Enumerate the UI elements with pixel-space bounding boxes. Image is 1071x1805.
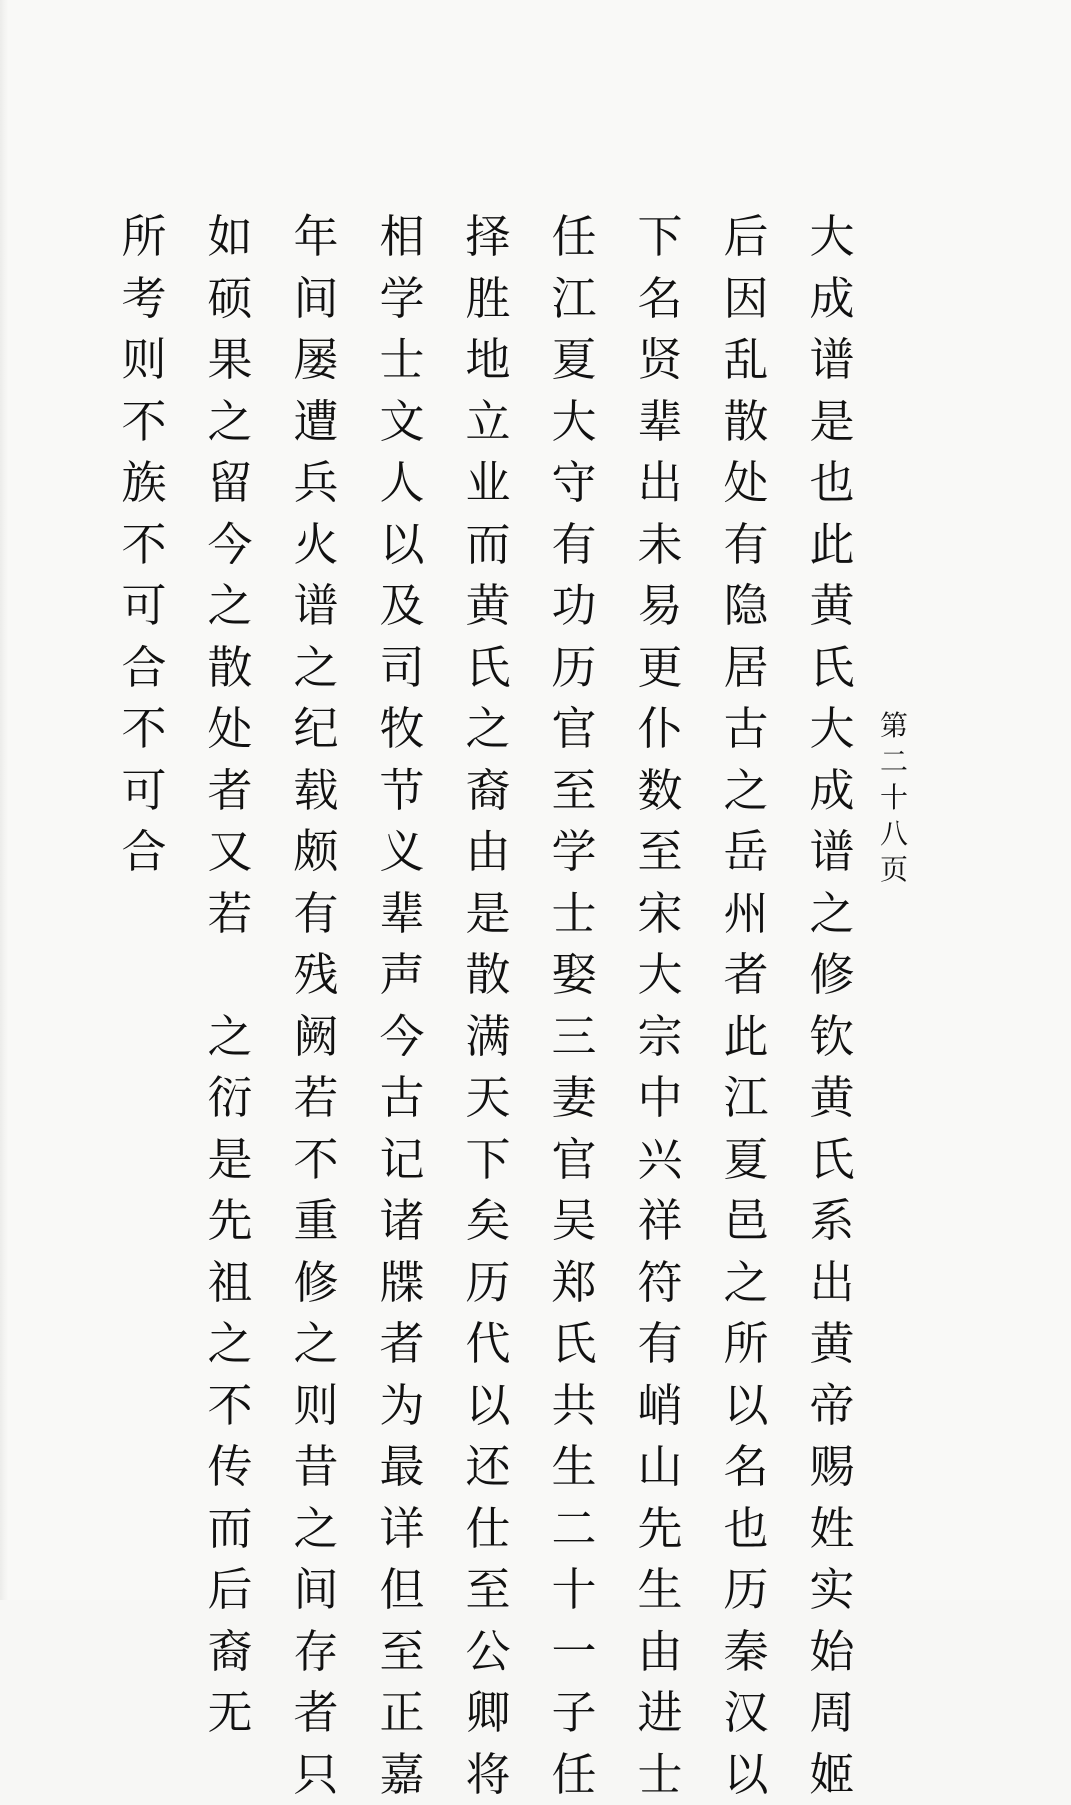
- character: 之: [288, 1313, 344, 1375]
- column-text: [632, 206, 688, 1805]
- character: 氏: [804, 637, 860, 699]
- column-text: [718, 206, 774, 1805]
- character: 兴: [632, 1129, 688, 1191]
- character: 无: [202, 1682, 258, 1744]
- character: 合: [116, 821, 172, 883]
- character: 系: [804, 1190, 860, 1252]
- character: 天: [460, 1067, 516, 1129]
- character: 共: [546, 1375, 602, 1437]
- character: 二: [546, 1498, 602, 1560]
- character: 钦: [804, 1006, 860, 1068]
- character: 传: [202, 1436, 258, 1498]
- character: 以: [460, 1375, 516, 1437]
- character: 还: [460, 1436, 516, 1498]
- character: 进: [632, 1682, 688, 1744]
- character: 学: [374, 268, 430, 330]
- character: 是: [804, 391, 860, 453]
- character: 祥: [632, 1190, 688, 1252]
- character: 但: [374, 1559, 430, 1621]
- character: 者: [374, 1313, 430, 1375]
- character: 后: [202, 1559, 258, 1621]
- character: 不: [116, 391, 172, 453]
- character: 有: [288, 883, 344, 945]
- character: 姬: [804, 1744, 860, 1805]
- character: 有: [632, 1313, 688, 1375]
- character: 赐: [804, 1436, 860, 1498]
- character: 氏: [460, 637, 516, 699]
- character: 以: [718, 1375, 774, 1437]
- character: 贤: [632, 329, 688, 391]
- character: 郑: [546, 1252, 602, 1314]
- character: 散: [718, 391, 774, 453]
- character: 可: [116, 575, 172, 637]
- character: 昔: [288, 1436, 344, 1498]
- character: 之: [202, 391, 258, 453]
- character: 详: [374, 1498, 430, 1560]
- character: 颇: [288, 821, 344, 883]
- character: 夏: [546, 329, 602, 391]
- character: 硕: [202, 268, 258, 330]
- character: 符: [632, 1252, 688, 1314]
- character: 下: [460, 1129, 516, 1191]
- character: 散: [460, 944, 516, 1006]
- character: 宗: [632, 1006, 688, 1068]
- column-text: [202, 206, 258, 944]
- character: 之: [460, 698, 516, 760]
- column-text: [116, 206, 172, 883]
- character: 若: [202, 883, 258, 945]
- character: 载: [288, 760, 344, 822]
- character: 学: [546, 821, 602, 883]
- character: 黄: [804, 1313, 860, 1375]
- character: 之: [288, 637, 344, 699]
- character: 公: [460, 1621, 516, 1683]
- character: 先: [632, 1498, 688, 1560]
- character: 乱: [718, 329, 774, 391]
- character: 者: [288, 1682, 344, 1744]
- character: 今: [202, 514, 258, 576]
- character: 是: [460, 883, 516, 945]
- character: 为: [374, 1375, 430, 1437]
- character: 成: [804, 268, 860, 330]
- character: 十: [546, 1559, 602, 1621]
- character: 岳: [718, 821, 774, 883]
- character: 历: [460, 1252, 516, 1314]
- character: 辈: [632, 391, 688, 453]
- character: 及: [374, 575, 430, 637]
- character: 诸: [374, 1190, 430, 1252]
- character: 之: [202, 1006, 258, 1068]
- character: 牒: [374, 1252, 430, 1314]
- character: 屡: [288, 329, 344, 391]
- character: 裔: [460, 760, 516, 822]
- character: 之: [288, 1498, 344, 1560]
- character: 司: [374, 637, 430, 699]
- character: 裔: [202, 1621, 258, 1683]
- character: 氏: [546, 1313, 602, 1375]
- character: 修: [288, 1252, 344, 1314]
- character: 大: [546, 391, 602, 453]
- character: 散: [202, 637, 258, 699]
- text-column: [374, 206, 430, 1805]
- character: 至: [632, 821, 688, 883]
- character: 最: [374, 1436, 430, 1498]
- character: 邑: [718, 1190, 774, 1252]
- page-number-char: 二: [874, 744, 914, 780]
- character: 名: [632, 268, 688, 330]
- character: 之: [718, 760, 774, 822]
- character: 更: [632, 637, 688, 699]
- character: 江: [718, 1067, 774, 1129]
- text-column: [804, 206, 860, 1805]
- character: 三: [546, 1006, 602, 1068]
- page-number-char: 八: [874, 816, 914, 852]
- character: 之: [804, 883, 860, 945]
- character: 任: [546, 1744, 602, 1805]
- text-column: [288, 206, 344, 1805]
- character: 名: [718, 1436, 774, 1498]
- character: 由: [632, 1621, 688, 1683]
- character: 隐: [718, 575, 774, 637]
- character: 之: [202, 1313, 258, 1375]
- character: 大: [804, 206, 860, 268]
- character: 秦: [718, 1621, 774, 1683]
- character: 州: [718, 883, 774, 945]
- page-number-char: 页: [874, 852, 914, 888]
- character: 者: [718, 944, 774, 1006]
- character: 至: [374, 1621, 430, 1683]
- character: 至: [460, 1559, 516, 1621]
- character: 帝: [804, 1375, 860, 1437]
- character: 官: [546, 1129, 602, 1191]
- character: 任: [546, 206, 602, 268]
- character: 合: [116, 637, 172, 699]
- page-edge: [0, 0, 8, 1600]
- column-text: [202, 1006, 258, 1744]
- character: 间: [288, 268, 344, 330]
- character: 卿: [460, 1682, 516, 1744]
- page-number-char: 十: [874, 780, 914, 816]
- character: 因: [718, 268, 774, 330]
- character: 谱: [804, 329, 860, 391]
- character: 以: [718, 1744, 774, 1805]
- character: 牧: [374, 698, 430, 760]
- character: 不: [288, 1129, 344, 1191]
- character: 古: [718, 698, 774, 760]
- character: 而: [460, 514, 516, 576]
- character: 成: [804, 760, 860, 822]
- character: 重: [288, 1190, 344, 1252]
- character: 未: [632, 514, 688, 576]
- character: 后: [718, 206, 774, 268]
- character: 周: [804, 1682, 860, 1744]
- character: 氏: [804, 1129, 860, 1191]
- text-column: [202, 206, 258, 1744]
- character: 正: [374, 1682, 430, 1744]
- character: 火: [288, 514, 344, 576]
- character: 黄: [804, 1067, 860, 1129]
- character: 谱: [804, 821, 860, 883]
- character: 江: [546, 268, 602, 330]
- character: 士: [546, 883, 602, 945]
- character: 间: [288, 1559, 344, 1621]
- character: 有: [546, 514, 602, 576]
- character: 年: [288, 206, 344, 268]
- character: 历: [546, 637, 602, 699]
- character: 择: [460, 206, 516, 268]
- character: 山: [632, 1436, 688, 1498]
- character: 辈: [374, 883, 430, 945]
- character: 可: [116, 760, 172, 822]
- column-text: [804, 206, 860, 1805]
- character: 大: [804, 698, 860, 760]
- page-number-char: 第: [874, 708, 914, 744]
- character: 峭: [632, 1375, 688, 1437]
- character: 出: [632, 452, 688, 514]
- character: 出: [804, 1252, 860, 1314]
- character: 义: [374, 821, 430, 883]
- character: 汉: [718, 1682, 774, 1744]
- character: 始: [804, 1621, 860, 1683]
- character: 声: [374, 944, 430, 1006]
- character: 果: [202, 329, 258, 391]
- character: 所: [718, 1313, 774, 1375]
- character: 实: [804, 1559, 860, 1621]
- character: 夏: [718, 1129, 774, 1191]
- character: 纪: [288, 698, 344, 760]
- character: 吴: [546, 1190, 602, 1252]
- column-text: [374, 206, 430, 1805]
- character: 官: [546, 698, 602, 760]
- character: 黄: [804, 575, 860, 637]
- character: 宋: [632, 883, 688, 945]
- character: 是: [202, 1129, 258, 1191]
- column-text: [546, 206, 602, 1805]
- character: 祖: [202, 1252, 258, 1314]
- character: 之: [202, 575, 258, 637]
- character: 满: [460, 1006, 516, 1068]
- character: 所: [116, 206, 172, 268]
- character: 矣: [460, 1190, 516, 1252]
- character: 士: [374, 329, 430, 391]
- character: 黄: [460, 575, 516, 637]
- character: 至: [546, 760, 602, 822]
- character: 者: [202, 760, 258, 822]
- character: 处: [718, 452, 774, 514]
- character: 立: [460, 391, 516, 453]
- character: 相: [374, 206, 430, 268]
- character: 修: [804, 944, 860, 1006]
- character: 族: [116, 452, 172, 514]
- character: 代: [460, 1313, 516, 1375]
- character: 守: [546, 452, 602, 514]
- character: 将: [460, 1744, 516, 1805]
- character: 若: [288, 1067, 344, 1129]
- column-text: [460, 206, 516, 1805]
- character: 文: [374, 391, 430, 453]
- character: 此: [718, 1006, 774, 1068]
- character: 留: [202, 452, 258, 514]
- character: 不: [116, 698, 172, 760]
- character: 谱: [288, 575, 344, 637]
- text-column: [460, 206, 516, 1805]
- character: 业: [460, 452, 516, 514]
- character: 中: [632, 1067, 688, 1129]
- character: 先: [202, 1190, 258, 1252]
- character: 娶: [546, 944, 602, 1006]
- character: 地: [460, 329, 516, 391]
- character: 之: [718, 1252, 774, 1314]
- character: 数: [632, 760, 688, 822]
- character: 历: [718, 1559, 774, 1621]
- page-number: [874, 708, 914, 888]
- text-column: [116, 206, 172, 883]
- character: 而: [202, 1498, 258, 1560]
- character: 功: [546, 575, 602, 637]
- character: 如: [202, 206, 258, 268]
- column-text: [288, 206, 344, 1805]
- character: 此: [804, 514, 860, 576]
- character: 古: [374, 1067, 430, 1129]
- character: 残: [288, 944, 344, 1006]
- character: 阙: [288, 1006, 344, 1068]
- character: 不: [116, 514, 172, 576]
- text-column: [546, 206, 602, 1805]
- character: 兵: [288, 452, 344, 514]
- character: 仕: [460, 1498, 516, 1560]
- character: 以: [374, 514, 430, 576]
- character: 则: [116, 329, 172, 391]
- character: 嘉: [374, 1744, 430, 1805]
- character: 记: [374, 1129, 430, 1191]
- character: 一: [546, 1621, 602, 1683]
- character: 姓: [804, 1498, 860, 1560]
- character: 生: [546, 1436, 602, 1498]
- character: 子: [546, 1682, 602, 1744]
- character: 胜: [460, 268, 516, 330]
- text-column: [632, 206, 688, 1805]
- character: 士: [632, 1744, 688, 1805]
- text-column: [718, 206, 774, 1805]
- character: 居: [718, 637, 774, 699]
- character: 遭: [288, 391, 344, 453]
- character: 又: [202, 821, 258, 883]
- character: 妻: [546, 1067, 602, 1129]
- character: 衍: [202, 1067, 258, 1129]
- character: 只: [288, 1744, 344, 1805]
- character: 有: [718, 514, 774, 576]
- character: 则: [288, 1375, 344, 1437]
- character: 存: [288, 1621, 344, 1683]
- character: 处: [202, 698, 258, 760]
- character: 考: [116, 268, 172, 330]
- character: 也: [804, 452, 860, 514]
- character: 下: [632, 206, 688, 268]
- character: 由: [460, 821, 516, 883]
- character: 节: [374, 760, 430, 822]
- character: 生: [632, 1559, 688, 1621]
- character: 易: [632, 575, 688, 637]
- character: 大: [632, 944, 688, 1006]
- character: 不: [202, 1375, 258, 1437]
- character: 仆: [632, 698, 688, 760]
- character: 也: [718, 1498, 774, 1560]
- character: 人: [374, 452, 430, 514]
- character: 今: [374, 1006, 430, 1068]
